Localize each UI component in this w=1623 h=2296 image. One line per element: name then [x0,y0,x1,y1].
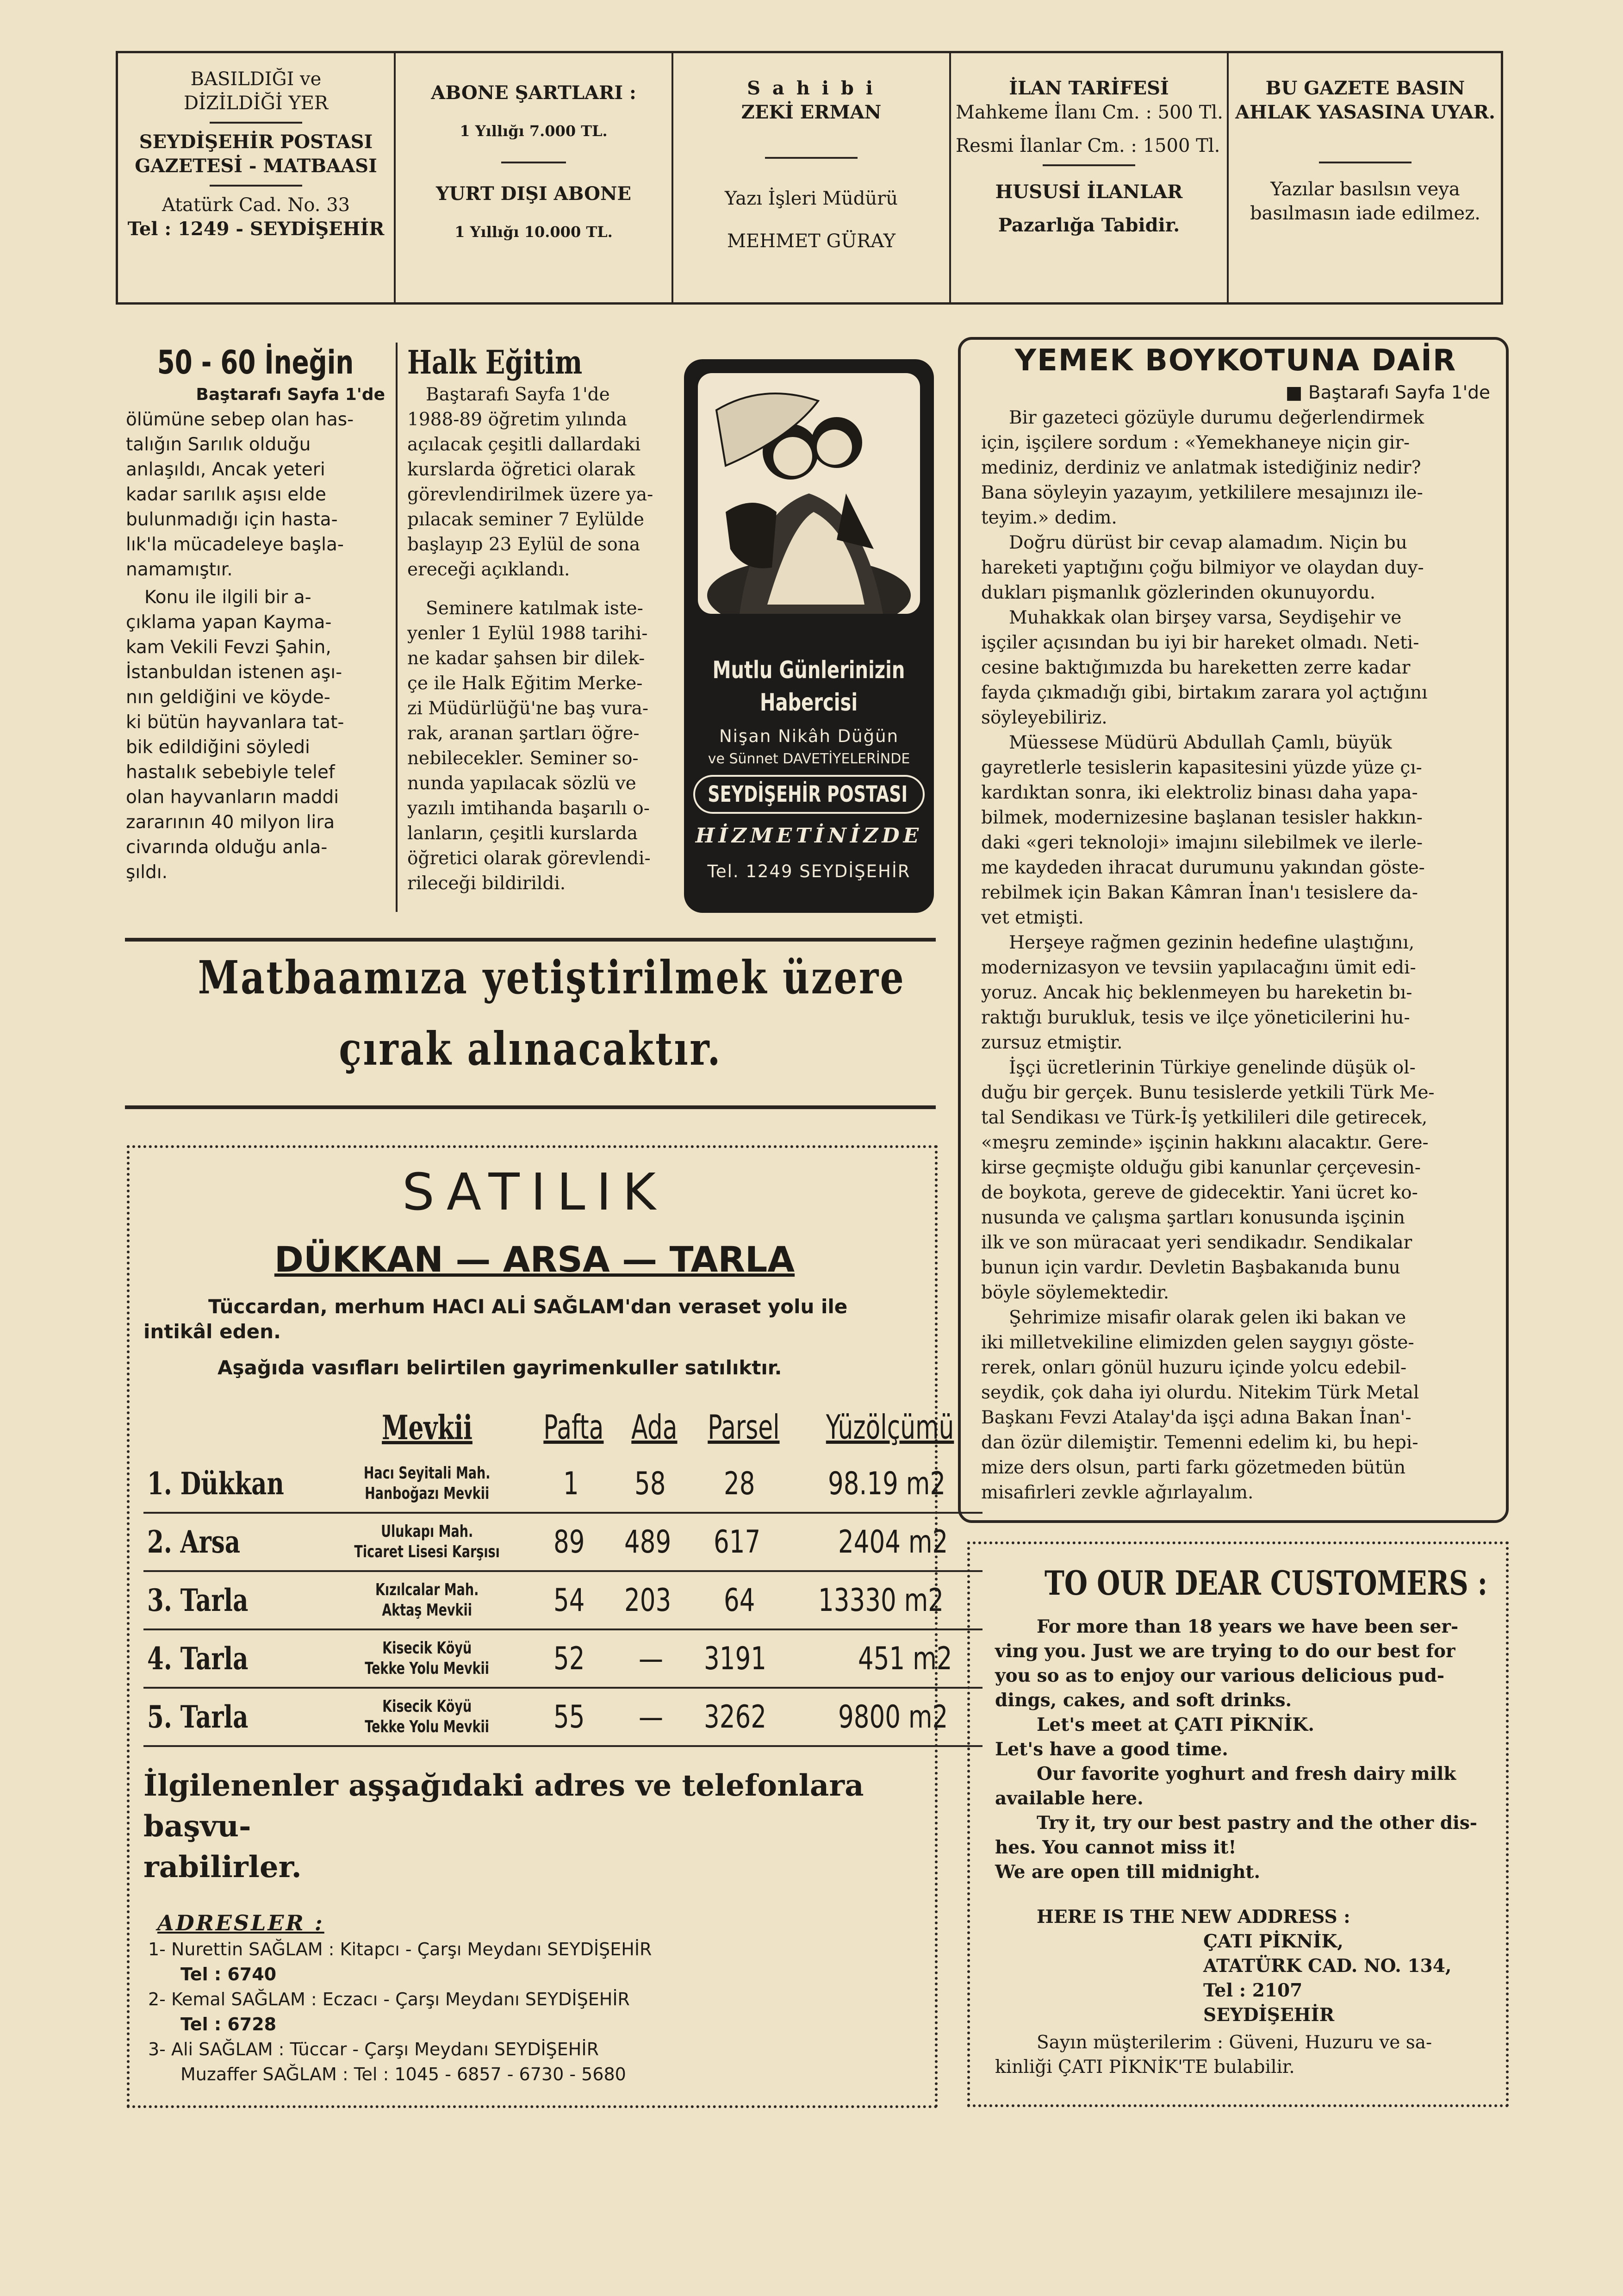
address-line: Muzaffer SAĞLAM : Tel : 1045 - 6857 - 6730 - 5680 [180,2064,626,2084]
text-line: daki «geri teknoloji» imajını silebilmek ve ilerle- [981,832,1423,853]
text-line: 1988-89 öğretim yılında [407,409,627,430]
text-line: fayda çıkmadığı gibi, birtakım zarara yol açtığını [981,682,1428,703]
addresses-title: ADRESLER : [157,1910,324,1935]
ad-publisher-name: SEYDİŞEHİR POSTASI [708,781,908,807]
text-line: iki milletvekiline elimizden gelen saygıyı göste- [981,1332,1414,1353]
return-policy-2: basılmasın iade edilmez. [1250,203,1481,224]
masthead-printing-info [118,53,396,302]
text-line: nın geldiğini ve köyde- [126,687,330,708]
banner-top-rule [125,938,936,942]
text-line: bulunmadığı için hasta- [126,509,338,530]
article-paragraph-2 [407,596,671,896]
text-line: nunda yapılacak sözlü ve [407,773,636,794]
article-title: 50 - 60 İneğin [157,343,354,381]
text-line: lık'la mücadeleye başla- [126,534,344,555]
private-ads-note: Pazarlığa Tabidir. [998,214,1180,236]
location-line: Ticaret Lisesi Karşısı [354,1542,500,1561]
ad-services-2: ve Sünnet DAVETİYELERİNDE [708,751,910,767]
text-line: talığın Sarılık olduğu [126,434,311,455]
text-line: mediniz, derdiniz ve anlatmak istediğiniz nedir? [981,457,1421,478]
customers-address [1037,1905,1490,2028]
text-line: Konu ile ilgili bir a- [144,587,311,608]
masthead-owner [673,53,951,302]
text-line: available here. [995,1788,1144,1809]
location-line: Tekke Yolu Mevkii [365,1659,490,1678]
text-line: raktığı burukluk, tesis ve ilçe yöneticilerini hu- [981,1007,1410,1028]
sale-intro-1: Tüccardan, merhum HACI ALİ SAĞLAM'dan veraset yolu ile [208,1295,848,1318]
text-line: duğu bir gerçek. Bunu tesislerde yetkili Türk Me- [981,1082,1435,1103]
property-location [326,1513,528,1571]
court-ad-rate: Mahkeme İlanı Cm. : 500 Tl. [956,102,1223,123]
property-ada: — [619,1688,690,1746]
text-line: yazılı imtihanda başarılı o- [407,798,650,819]
printing-label-2: DİZİLDİĞİ YER [183,93,329,114]
printing-label-1: BASILDIĞI ve [190,69,322,90]
article-body [981,406,1490,1505]
ad-services: Nişan Nikâh Düğün [719,726,899,746]
text-line: ving you. Just we are trying to do our best for [995,1641,1455,1662]
closing-line-2: kinliği ÇATI PİKNİK'TE bulabilir. [995,2057,1295,2078]
contact-text-2: rabilirler. [143,1850,302,1884]
address-line: 1- Nurettin SAĞLAM : Kitapcı - Çarşı Meydanı SEYDİŞEHİR [148,1939,652,1959]
addresses-list [148,1937,926,2087]
ad-headline-1: Mutlu Günlerinizin [712,656,905,684]
text-line: cesine baktığımızda bu hareketten zerre kadar [981,657,1411,678]
property-location [326,1571,528,1629]
masthead-ad-rates [951,53,1229,302]
text-line: We are open till midnight. [995,1861,1261,1883]
property-pafta: 55 [528,1688,619,1746]
address-line: Tel : 6728 [180,2014,277,2034]
column-divider [396,343,398,912]
property-pafta: 52 [528,1629,619,1688]
text-line: tal Sendikası ve Türk-İş yetkilileri dile getirecek, [981,1107,1428,1128]
address-line: 2- Kemal SAĞLAM : Eczacı - Çarşı Meydanı SEYDİŞEHİR [148,1989,630,2009]
article-lead: ■ Baştarafı Sayfa 1'de [1285,382,1490,403]
text-line: işçiler açısından bu iyi bir hareket olmadı. Neti- [981,632,1419,653]
closing-line-1: Sayın müşterilerim : Güveni, Huzuru ve sa- [1037,2032,1432,2053]
text-line: gayretlerle tesislerin kapasitesini yüzde yüze çı- [981,757,1422,778]
article-lead: Baştarafı Sayfa 1'de [196,385,385,404]
address-line: 3- Ali SAĞLAM : Tüccar - Çarşı Meydanı SEYDİŞEHİR [148,2039,599,2059]
property-area: 2404 m2 [797,1513,983,1571]
header-pafta: Pafta [543,1408,604,1447]
text-line: olan hayvanların maddi [126,787,339,808]
printer-address: Atatürk Cad. No. 33 [162,194,350,216]
text-line: Tel : 2107 [1203,1980,1303,2001]
text-line: dan özür dilemiştir. Temenni edelim ki, bu hepi- [981,1432,1418,1453]
table-row [143,1455,983,1513]
divider [765,157,858,159]
location-line: Kızılcalar Mah. [375,1580,479,1599]
address-title: HERE IS THE NEW ADDRESS : [1037,1906,1350,1928]
sale-intro-2: intikâl eden. [143,1320,281,1343]
return-policy-1: Yazılar basılsın veya [1270,179,1460,200]
notice-line-2: çırak alınacaktır. [339,1023,722,1076]
text-line: bik edildiğini söyledi [126,737,310,758]
sale-intro-3: Aşağıda vasıfları belirtilen gayrimenkuller satılıktır. [218,1356,782,1379]
header-parsel: Parsel [708,1408,780,1447]
ad-service-slogan: HİZMETİNİZDE [695,824,923,848]
text-line: Our favorite yoghurt and fresh dairy milk [1037,1763,1456,1784]
text-line: kurslarda öğretici olarak [407,459,635,480]
text-line: Baştarafı Sayfa 1'de [426,384,610,405]
text-line: rileceği bildirildi. [407,873,566,894]
text-line: dings, cakes, and soft drinks. [995,1690,1292,1711]
text-line: ATATÜRK CAD. NO. 134, [1203,1955,1452,1977]
article-paragraph-1 [407,382,671,582]
text-line: SEYDİŞEHİR [1203,2004,1335,2026]
private-ads-title: HUSUSİ İLANLAR [995,181,1183,203]
location-line: Kisecik Köyü [382,1697,472,1716]
editor-name: MEHMET GÜRAY [727,231,896,252]
printer-name-2: GAZETESİ - MATBAASI [135,155,377,177]
text-line: vet etmişti. [981,907,1084,928]
header-area: Yüzölçümü [826,1408,954,1447]
divider [1043,164,1135,166]
property-parsel: 617 [690,1513,797,1571]
subscription-title: ABONE ŞARTLARI : [431,82,636,104]
ethics-line-1: BU GAZETE BASIN [1265,77,1465,99]
masthead-ethics [1229,53,1502,302]
article-title: YEMEK BOYKOTUNA DAİR [1014,343,1457,378]
text-line: hastalık sebebiyle telef [126,762,335,783]
text-line: nusunda ve çalışma şartları konusunda işçinin [981,1207,1405,1228]
article-paragraph-2 [126,585,385,885]
text-line: pılacak seminer 7 Eylülde [407,509,644,530]
text-line: Let's meet at ÇATI PİKNİK. [1037,1714,1314,1735]
location-line: Kisecik Köyü [382,1639,472,1658]
location-line: Hanboğazı Mevkii [365,1484,490,1503]
location-line: Aktaş Mevkii [382,1601,473,1620]
text-line: ilk ve son müracaat yeri sendikadır. Sendikalar [981,1232,1412,1253]
ad-rates-title: İLAN TARİFESİ [1009,77,1169,99]
property-ada: 58 [619,1455,690,1513]
text-line: zi Müdürlüğü'ne baş vura- [407,698,649,719]
text-line: misafirleri zevkle ağırlayalım. [981,1482,1254,1503]
property-table [143,1399,983,1747]
text-line: ne kadar şahsen bir dilek- [407,648,645,669]
text-line: rebilmek için Bakan Kâmran İnan'ı tesislere da- [981,882,1418,903]
header-ada: Ada [631,1408,678,1447]
location-line: Ulukapı Mah. [381,1522,473,1541]
text-line: namamıştır. [126,559,233,580]
ad-phone: Tel. 1249 SEYDİŞEHİR [707,861,911,881]
banner-bottom-rule [125,1105,936,1109]
property-pafta: 54 [528,1571,619,1629]
property-parsel: 3262 [690,1688,797,1746]
text-line: kam Vekili Fevzi Şahin, [126,637,331,658]
customers-body [995,1615,1490,1884]
text-line: seydik, çok daha iyi olurdu. Nitekim Türk Metal [981,1382,1419,1403]
customers-title: TO OUR DEAR CUSTOMERS : [1045,1563,1488,1603]
invitation-advertisement [684,359,934,913]
text-line: Şehrimize misafir olarak gelen iki bakan ve [1009,1307,1406,1328]
foreign-subscription-price: 1 Yıllığı 10.000 TL. [454,223,613,241]
property-parsel: 28 [690,1455,797,1513]
masthead-subscription [396,53,673,302]
text-line: ölümüne sebep olan has- [126,409,354,430]
text-line: söyleyebiliriz. [981,707,1107,728]
text-line: Seminere katılmak iste- [426,598,643,619]
subscription-price: 1 Yıllığı 7.000 TL. [460,122,608,140]
editor-label: Yazı İşleri Müdürü [724,188,898,209]
divider [210,185,302,187]
text-line: For more than 18 years we have been ser- [1037,1616,1459,1637]
property-name: 3. Tarla [143,1571,326,1629]
text-line: şıldı. [126,862,168,883]
owner-name: ZEKİ ERMAN [741,101,882,123]
text-line: ereceği açıklandı. [407,559,570,580]
property-area: 9800 m2 [797,1688,983,1746]
text-line: rerek, onları gönül huzuru içinde yolcu edebil- [981,1357,1407,1378]
text-line: Let's have a good time. [995,1739,1228,1760]
meal-boycott-article [981,341,1490,1505]
property-pafta: 1 [528,1455,619,1513]
article-title: Halk Eğitim [407,343,583,381]
property-name: 4. Tarla [143,1629,326,1688]
customers-advertisement [995,1560,1490,2079]
text-line: «meşru zeminde» işçinin hakkını alacaktır. Gere- [981,1132,1429,1153]
property-parsel: 64 [690,1571,797,1629]
property-ada: 489 [619,1513,690,1571]
text-line: bunun için vardır. Devletin Başbakanıda bunu [981,1257,1400,1278]
notice-line-1: Matbaamıza yetiştirilmek üzere [198,951,906,1004]
text-line: zararının 40 milyon lira [126,812,335,833]
sale-subtitle: DÜKKAN — ARSA — TARLA [274,1239,795,1280]
property-pafta: 89 [528,1513,619,1571]
text-line: başlayıp 23 Eylül de sona [407,534,640,555]
text-line: Bir gazeteci gözüyle durumu değerlendirmek [1009,407,1424,428]
text-line: yenler 1 Eylül 1988 tarihi- [407,623,648,644]
table-row [143,1629,983,1688]
text-line: kirse geçmişte olduğu gibi kanunlar çerçevesin- [981,1157,1421,1178]
text-line: kardıktan sonra, iki elektroliz binası daha yapa- [981,782,1418,803]
text-line: Başkanı Fevzi Atalay'da işçi adına Bakan İnan'- [981,1407,1412,1428]
property-location [326,1688,528,1746]
text-line: Herşeye rağmen gezinin hedefine ulaştığını, [1009,932,1415,953]
text-line: çıklama yapan Kayma- [126,612,332,633]
divider [501,162,566,163]
text-line: you so as to enjoy our various delicious pud- [995,1665,1445,1686]
text-line: açılacak çeşitli dallardaki [407,434,641,455]
text-line: mize ders olsun, parti farkı gözetmeden bütün [981,1457,1406,1478]
contact-text-1: İlgilenenler aşşağıdaki adres ve telefonlara başvu- [143,1768,864,1844]
property-name: 2. Arsa [143,1513,326,1571]
text-line: kadar sarılık aşısı elde [126,484,326,505]
property-name: 5. Tarla [143,1688,326,1746]
text-line: Doğru dürüst bir cevap alamadım. Niçin bu [1009,532,1407,553]
text-line: Muhakkak olan birşey varsa, Seydişehir ve [1009,607,1402,628]
property-name: 1. Dükkan [143,1455,326,1513]
ad-publisher-badge [693,775,925,814]
text-line: zursuz etmiştir. [981,1032,1123,1053]
property-ada: — [619,1629,690,1688]
text-line: de boykota, gereve de gidecektir. Yani ücret ko- [981,1182,1418,1203]
text-line: rak, aranan şartları öğre- [407,723,640,744]
text-line: ÇATI PİKNİK, [1203,1931,1343,1952]
sale-advertisement [143,1157,954,2087]
table-row [143,1688,983,1746]
apprentice-notice [125,948,936,1079]
foreign-subscription-title: YURT DIŞI ABONE [435,183,632,205]
header-location: Mevkii [382,1407,473,1447]
table-row [143,1513,983,1571]
sale-title: SATILIK [402,1162,667,1222]
text-line: Bana söyleyin yazayım, yetkililere mesajınızı ile- [981,482,1423,503]
text-line: Try it, try our best pastry and the other dis- [1037,1812,1477,1834]
text-line: için, işçilere sordum : «Yemekhaneye niçin gir- [981,432,1410,453]
article-paragraph-1 [126,407,385,582]
text-line: teyim.» dedim. [981,507,1117,528]
property-location [326,1629,528,1688]
text-line: yoruz. Ancak hiç beklenmeyen bu hareketin bı- [981,982,1412,1003]
property-ada: 203 [619,1571,690,1629]
divider [1319,162,1412,163]
text-line: anlaşıldı, Ancak yeteri [126,459,325,480]
divider [210,122,302,124]
text-line: İşçi ücretlerinin Türkiye genelinde düşük ol- [1009,1057,1416,1078]
table-row [143,1571,983,1629]
text-line: lanların, çeşitli kurslarda [407,823,638,844]
property-location [326,1455,528,1513]
text-line: İstanbuldan istenen aşı- [126,662,342,683]
printer-phone: Tel : 1249 - SEYDİŞEHİR [127,218,385,240]
text-line: civarında olduğu anla- [126,837,328,858]
owner-label: S a h i b i [747,77,876,99]
article-cow-deaths [126,343,385,885]
text-line: hareketi yaptığını çoğu bilmiyor ve olaydan duy- [981,557,1424,578]
location-line: Hacı Seyitali Mah. [364,1464,491,1483]
text-line: çe ile Halk Eğitim Merke- [407,673,643,694]
printer-name-1: SEYDİŞEHİR POSTASI [139,131,373,153]
text-line: ki bütün hayvanlara tat- [126,712,344,733]
location-line: Tekke Yolu Mevkii [365,1717,490,1736]
text-line: dukları pişmanlık gözlerinden okunuyordu. [981,582,1376,603]
property-parsel: 3191 [690,1629,797,1688]
official-ad-rate: Resmi İlanlar Cm. : 1500 Tl. [956,135,1220,156]
property-area: 98.19 m2 [797,1455,983,1513]
ad-headline-2: Habercisi [759,689,858,717]
wedding-couple-illustration [698,373,920,614]
property-area: 451 m2 [797,1629,983,1688]
address-line: Tel : 6740 [180,1964,277,1984]
text-line: Müessese Müdürü Abdullah Çamlı, büyük [1009,732,1392,753]
text-line: öğretici olarak görevlendi- [407,848,651,869]
property-area: 13330 m2 [797,1571,983,1629]
text-line: bilmek, modernizesine başlanan tesisler hakkın- [981,807,1423,828]
address-lines [1203,1929,1490,2028]
text-line: hes. You cannot miss it! [995,1837,1237,1858]
text-line: böyle söylemektedir. [981,1282,1169,1303]
text-line: görevlendirilmek üzere ya- [407,484,653,505]
ethics-line-2: AHLAK YASASINA UYAR. [1235,101,1495,123]
text-line: nebilecekler. Seminer so- [407,748,639,769]
article-public-education [407,343,671,896]
masthead-box [116,51,1503,305]
text-line: modernizasyon ve tevsiin yapılacağını ümit edi- [981,957,1416,978]
text-line: me kaydeden ihracat durumunu yakından göste- [981,857,1425,878]
